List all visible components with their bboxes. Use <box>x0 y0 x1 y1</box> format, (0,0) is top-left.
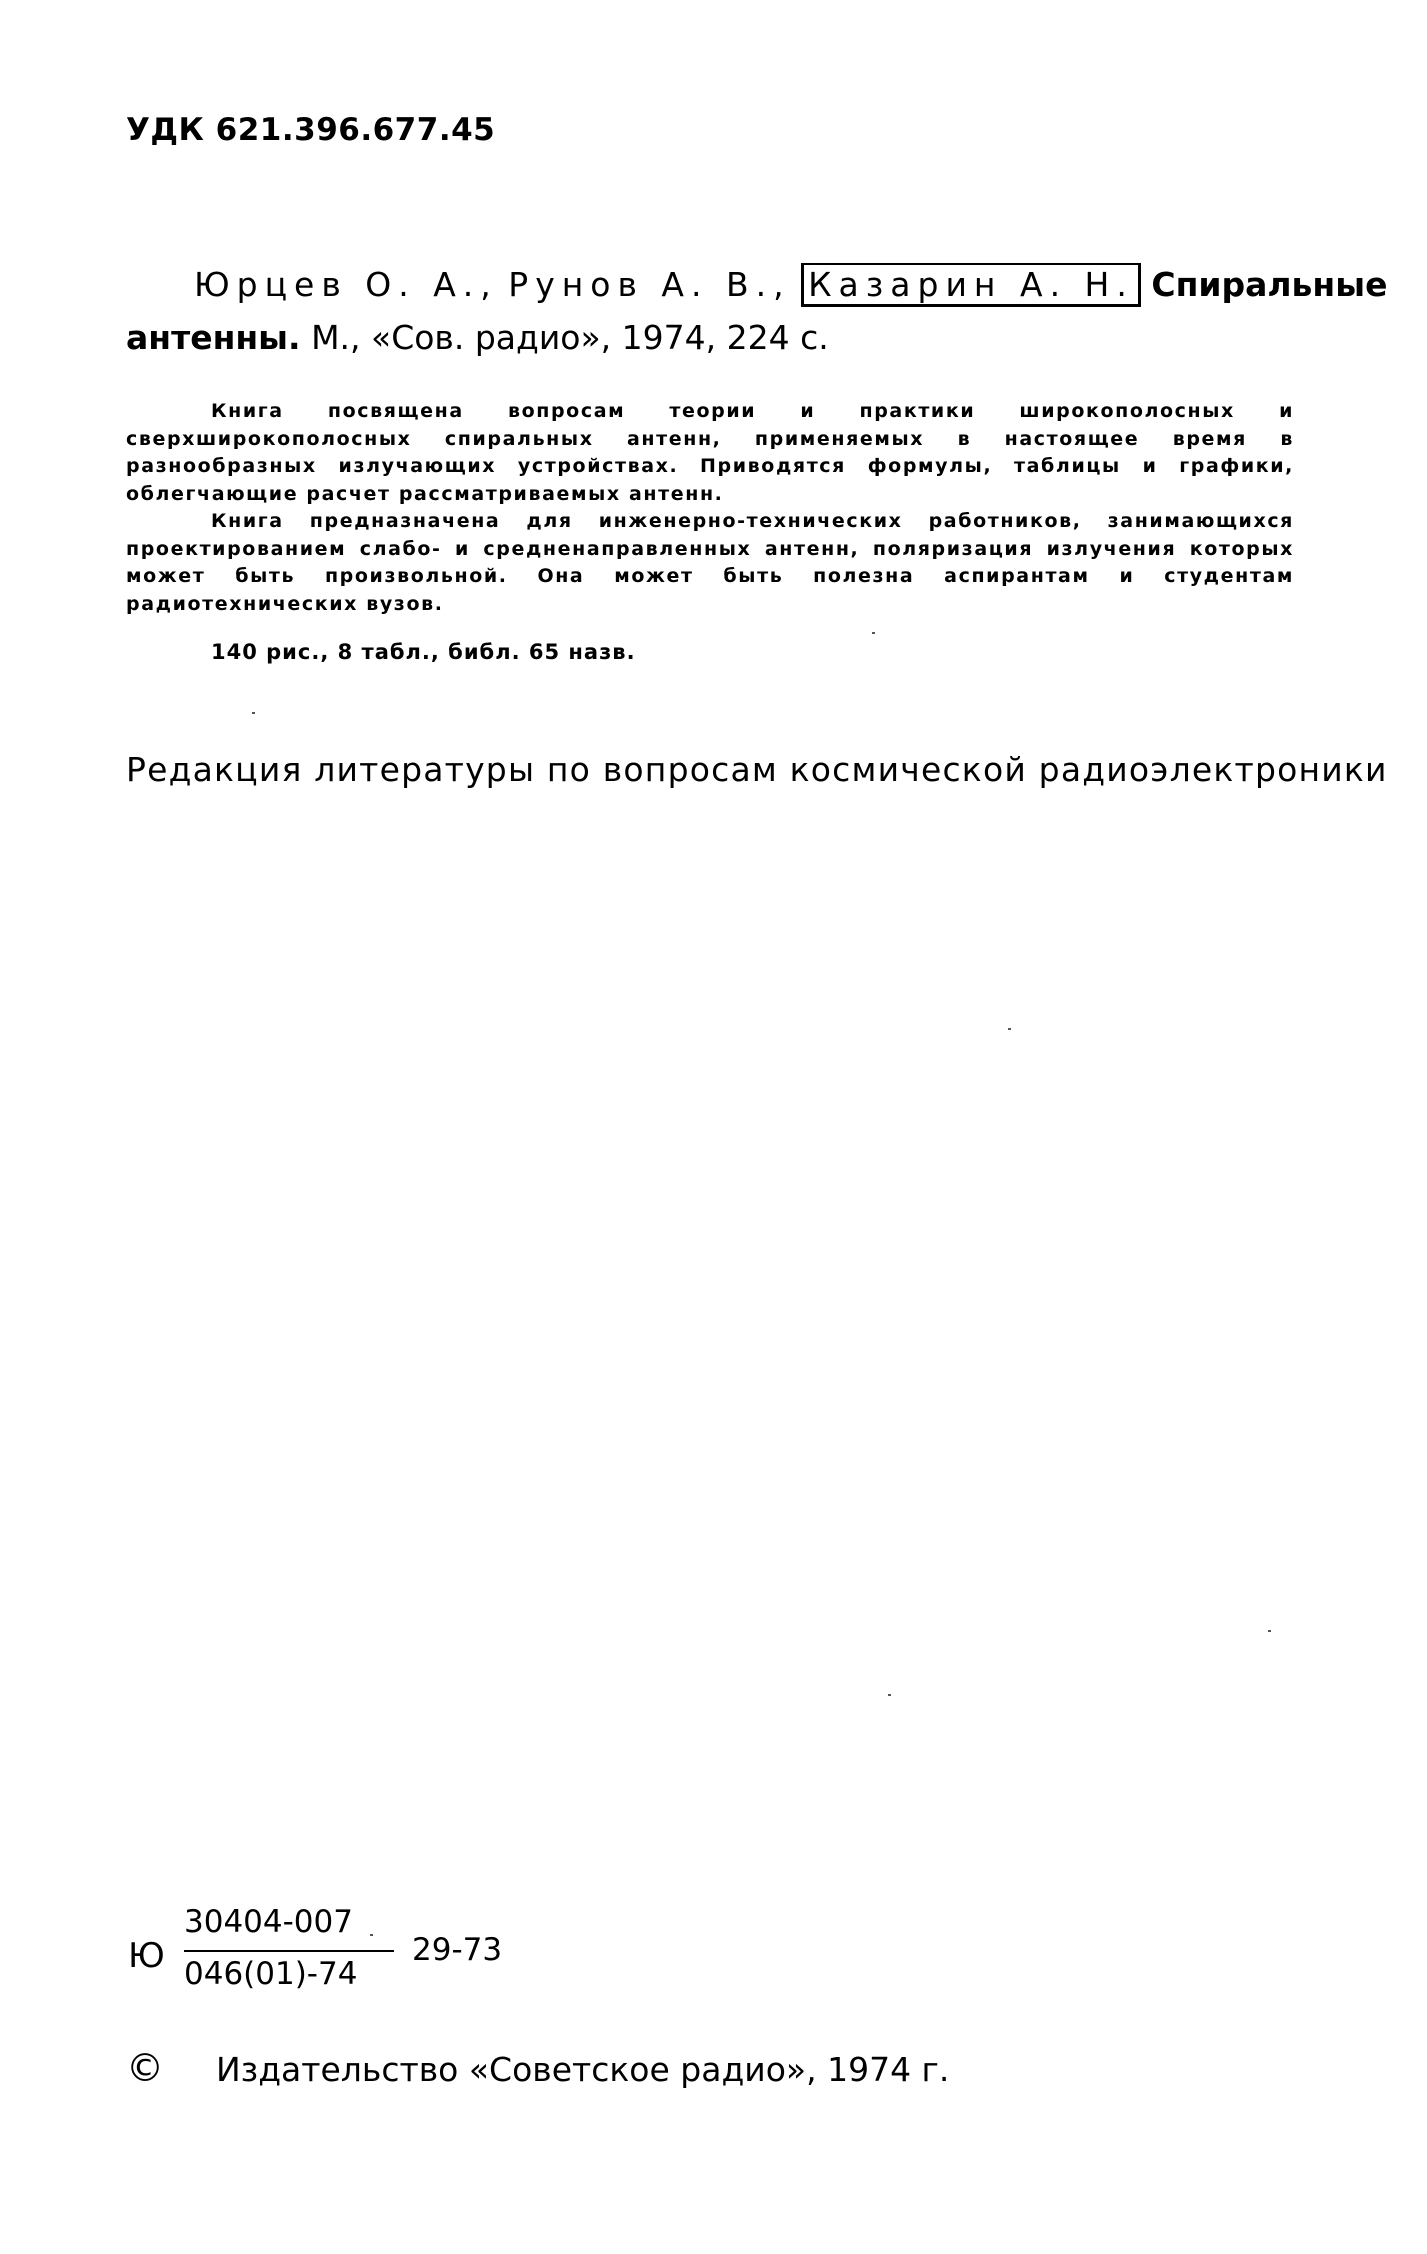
code-prefix: Ю <box>128 1936 165 1976</box>
scan-speck <box>370 1934 373 1936</box>
fraction-rule <box>184 1950 394 1952</box>
price-code: 29-73 <box>412 1932 503 1968</box>
scan-speck <box>252 712 255 714</box>
abstract <box>126 398 1294 618</box>
book-title-part-2: антенны. <box>126 318 301 357</box>
scan-speck <box>872 632 875 634</box>
copyright-icon: © <box>126 2046 164 2090</box>
book-title-part-1: Спиральные <box>1151 265 1388 304</box>
copyright-line <box>126 2046 949 2090</box>
author-1: Юрцев О. А., <box>194 265 498 304</box>
editorial-office: Редакция литературы по вопросам космической радиоэлектроники <box>126 750 1388 789</box>
bibliographic-line-1 <box>126 258 1388 311</box>
bibliographic-line-2 <box>126 311 1296 364</box>
code-denominator: 046(01)-74 <box>184 1956 358 1992</box>
publication-code <box>126 1902 626 2002</box>
code-numerator: 30404-007 <box>184 1904 353 1940</box>
scan-speck <box>1008 1028 1011 1030</box>
copyright-text: Издательство «Советское радио», 1974 г. <box>216 2050 950 2089</box>
scan-speck <box>1268 1630 1271 1632</box>
scan-speck <box>888 1694 891 1696</box>
udk-code: УДК 621.396.677.45 <box>126 112 496 148</box>
illustration-counts: 140 рис., 8 табл., библ. 65 назв. <box>211 640 636 664</box>
author-3-boxed: Казарин А. Н. <box>801 263 1141 307</box>
abstract-paragraph-2: Книга предназначена для инженерно-технических работников, занимающихся проектированием слабо- и средненаправленных антенн, поляризация излучения которых может быть произвольной. Она может быть полезна аспирантам и студентам радиотехнических вузов. <box>126 510 1294 615</box>
abstract-paragraph-1: Книга посвящена вопросам теории и практики широкополосных и сверхширокополосных спиральных антенн, применяемых в настоящее время в разнообразных излучающих устройствах. Приводятся формулы, таблицы и графики, облегчающие расчет рассматриваемых антенн. <box>126 400 1294 505</box>
imprint: М., «Сов. радио», 1974, 224 с. <box>311 318 829 357</box>
author-2: Рунов А. В., <box>508 265 791 304</box>
bibliographic-record <box>126 258 1388 364</box>
